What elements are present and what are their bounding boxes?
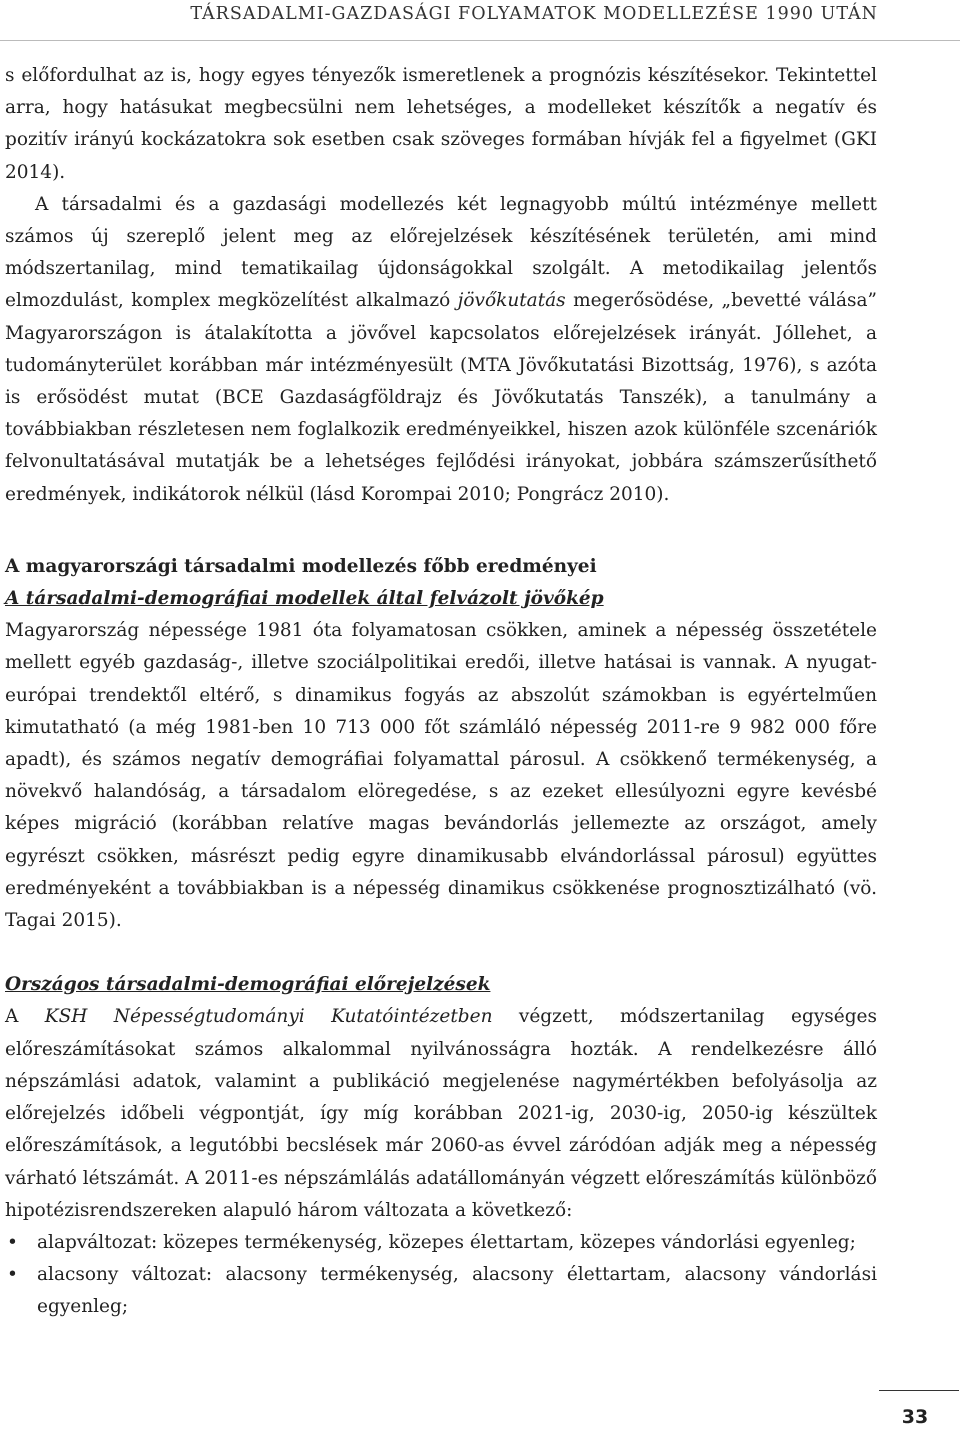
header-divider bbox=[0, 40, 960, 41]
paragraph-intro: s előfordulhat az is, hogy egyes tényezők ismeretlenek a prognózis készítésekor. Tekintettel arra, hogy hatásukat megbecsülni nem lehetséges, a modelleket készítők a negatív és pozitív irányú kockázatokra sok esetben csak szöveges formában hívják fel a figyelmet (GKI 2014). bbox=[5, 65, 877, 183]
variant-list bbox=[5, 1227, 877, 1324]
page-number: 33 bbox=[901, 1406, 929, 1428]
paragraph-text: A társadalmi és a gazdasági modellezés két legnagyobb múltú intézménye mellett számos új szereplő jelent meg az előrejelzések készítésének területén, ami mind módszertanilag, mind tematikailag újdonságokkal szolgált. A metodikailag jelentős elmozdulást, komplex megközelítést alkalmazó bbox=[5, 193, 877, 312]
page-body bbox=[5, 60, 877, 1324]
paragraph-text: végzett, módszertanilag egységes előreszámításokat számos alkalommal nyilvánosságra hozták. A rendelkezésre álló népszámlási adatok, valamint a publikáció megjelenése nagymértékben befolyásolja az előrejelzés időbeli végpontját, így míg korábban 2021-ig, 2030-ig, 2050-ig készültek előreszámítások, a legutóbbi becslések már 2060-as évvel záródóan adják meg a népesség várható létszámát. A 2011-es népszámlálás adatállományán végzett előreszámítás különböző hipotézisrendszereken alapuló három változata a következő: bbox=[5, 1006, 877, 1221]
footer-divider bbox=[879, 1390, 959, 1391]
emphasis-term: jövőkutatás bbox=[457, 290, 566, 312]
paragraph-institutions bbox=[5, 189, 877, 511]
paragraph-text: megerősödése, „bevetté válása” Magyarországon is átalakította a jövővel kapcsolatos előrejelzések irányát. Jóllehet, a tudományterület korábban már intézményesült (MTA Jövőkutatási Bizottság, 1976), s azóta is erősödést mutat (BCE Gazdaságföldrajz és Jövőkutatás Tanszék), a tanulmány a továbbiakban részletesen nem foglalkozik eredményeikkel, hiszen azok különféle szcenáriók felvonultatásával mutatják be a lehetséges fejlődési irányokat, jobbára számszerűsíthető eredmények, indikátorok nélkül (lásd Korompai 2010; Pongrácz 2010). bbox=[5, 290, 877, 505]
section-heading: A magyarországi társadalmi modellezés főbb eredményei bbox=[5, 555, 597, 577]
list-item bbox=[5, 1227, 877, 1259]
list-item-text: alacsony változat: alacsony termékenység, alacsony élettartam, alacsony vándorlási egyenleg; bbox=[37, 1264, 877, 1318]
paragraph-ksh bbox=[5, 1001, 877, 1226]
list-item bbox=[5, 1259, 877, 1323]
paragraph-population: Magyarország népessége 1981 óta folyamatosan csökken, aminek a népesség összetétele mellett egyéb gazdaság-, illetve szociálpolitikai eredői, illetve hatásai is vannak. A nyugat-európai trendektől eltérő, s dinamikus fogyás az abszolút számokban is egyértelműen kimutatható (a még 1981-ben 10 713 000 főt számláló népesség 2011-re 9 982 000 főre apadt), és számos negatív demográfiai folyamattal párosul. A csökkenő termékenység, a növekvő halandóság, a társadalom elöregedése, s az ezeket ellesúlyozni egyre kevésbé képes migráció (korábban relatíve magas bevándorlás jellemezte az országot, amely egyrészt csökken, másrészt pedig egyre dinamikusabb elvándorlással párosul) együttes eredményeként a továbbiakban is a népesség dinamikus csökkenése prognosztizálható (vö. Tagai 2015). bbox=[5, 620, 877, 932]
subsection-heading: A társadalmi-demográfiai modellek által felvázolt jövőkép bbox=[5, 588, 604, 610]
bullet-icon: • bbox=[7, 1264, 18, 1286]
emphasis-institute: KSH Népességtudományi Kutatóintézetben bbox=[44, 1006, 493, 1028]
bullet-icon: • bbox=[7, 1231, 18, 1253]
paragraph-text: A bbox=[5, 1006, 45, 1028]
subsection-heading-forecasts: Országos társadalmi-demográfiai előrejelzések bbox=[5, 974, 491, 996]
list-item-text: alapváltozat: közepes termékenység, közepes élettartam, közepes vándorlási egyenleg; bbox=[37, 1231, 856, 1253]
running-header: TÁRSADALMI-GAZDASÁGI FOLYAMATOK MODELLEZÉSE 1990 UTÁN bbox=[190, 4, 878, 24]
